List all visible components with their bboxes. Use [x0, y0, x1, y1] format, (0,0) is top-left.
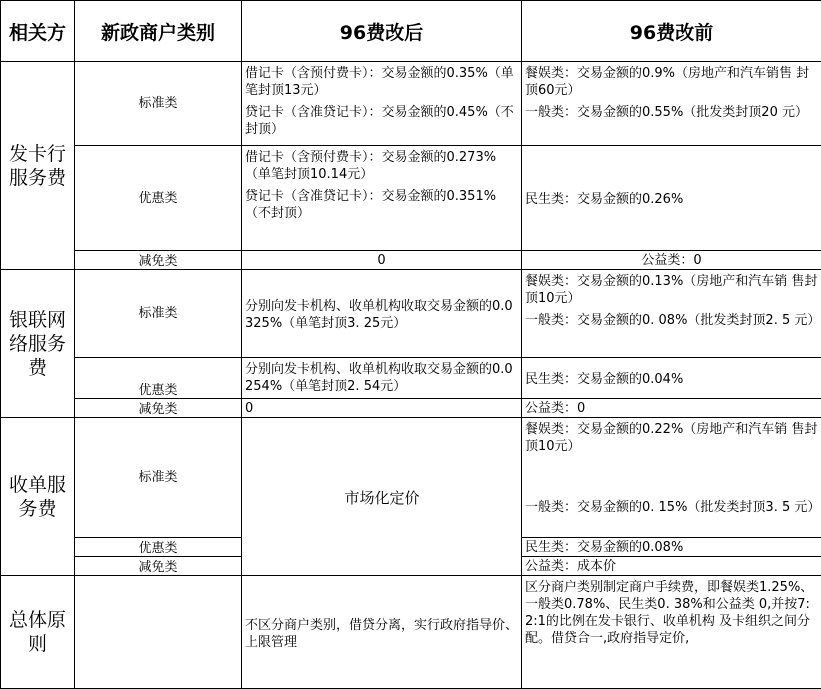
unionpay-exempt-after: 0: [242, 399, 522, 418]
issuer-preferential-after-credit: 贷记卡（含准贷记卡）：交易金额的0.351%（不封顶）: [245, 189, 497, 221]
party-unionpay-fee: 银联网络服务费: [1, 270, 75, 418]
overall-before: 区分商户类别制定商户手续费，即餐娱类1.25%、一般类0.78%、民生类0. 38%和公益类 0,并按7:2:1的比例在发卡银行、收单机构 及卡组织之间分配。借贷合一,政府指导定价,: [522, 576, 821, 689]
issuer-standard-after: [242, 62, 522, 146]
unionpay-standard-row: [1, 270, 821, 358]
issuer-standard-after-debit: 借记卡（含预付费卡）：交易金额的0.35%（单笔封顶13元）: [245, 66, 514, 98]
unionpay-standard-before-dining: 餐娱类：交易金额的0.13%（房地产和汽车销 售封顶10元）: [525, 274, 818, 306]
unionpay-standard-after: 分别向发卡机构、收单机构收取交易金额的0.0325%（单笔封顶3. 25元）: [242, 270, 522, 358]
issuer-preferential-before: 民生类：交易金额的0.26%: [522, 146, 821, 251]
party-issuer-fee: 发卡行服务费: [1, 62, 75, 270]
issuer-exempt-before: 公益类：0: [522, 251, 821, 270]
unionpay-exempt-row: [1, 399, 821, 418]
issuer-exempt-after: 0: [242, 251, 522, 270]
acquirer-preferential-before: 民生类：交易金额的0.08%: [522, 538, 821, 557]
unionpay-preferential-label: 优惠类: [75, 358, 242, 399]
unionpay-standard-label: 标准类: [75, 270, 242, 358]
unionpay-standard-before: [522, 270, 821, 358]
issuer-preferential-row: [1, 146, 821, 251]
header-row: [1, 1, 821, 62]
unionpay-standard-before-general: 一般类：交易金额的0. 08%（批发类封顶2. 5 元）: [525, 313, 821, 328]
unionpay-preferential-after: 分别向发卡机构、收单机构收取交易金额的0.0254%（单笔封顶2. 54元）: [242, 358, 522, 399]
party-overall-principle: 总体原则: [1, 576, 75, 689]
acquirer-standard-before-general: 一般类：交易金额的0. 15%（批发类封顶3. 5 元）: [525, 500, 821, 515]
unionpay-preferential-row: [1, 358, 821, 399]
issuer-standard-before-dining: 餐娱类：交易金额的0.9%（房地产和汽车销售 封顶60元）: [525, 66, 810, 98]
acquirer-exempt-before: 公益类：成本价: [522, 557, 821, 576]
issuer-exempt-row: [1, 251, 821, 270]
acquirer-exempt-label: 减免类: [75, 557, 242, 576]
header-after-reform: 96费改后: [242, 1, 522, 62]
issuer-preferential-after-debit: 借记卡（含预付费卡）：交易金额的0.273%（单笔封顶10.14元）: [245, 150, 497, 182]
party-acquirer-fee: 收单服务费: [1, 418, 75, 576]
issuer-exempt-label: 减免类: [75, 251, 242, 270]
unionpay-exempt-label: 减免类: [75, 399, 242, 418]
acquirer-after: 市场化定价: [242, 418, 522, 576]
unionpay-preferential-before: 民生类：交易金额的0.04%: [522, 358, 821, 399]
issuer-standard-row: [1, 62, 821, 146]
issuer-standard-before-general: 一般类：交易金额的0.55%（批发类封顶20 元）: [525, 105, 808, 120]
acquirer-standard-row: [1, 418, 821, 538]
header-party: 相关方: [1, 1, 75, 62]
acquirer-standard-label: 标准类: [75, 418, 242, 538]
overall-after: 不区分商户类别，借贷分离，实行政府指导价、上限管理: [242, 576, 522, 689]
acquirer-standard-before-dining: 餐娱类：交易金额的0.22%（房地产和汽车销 售封顶10元）: [525, 422, 818, 454]
issuer-preferential-label: 优惠类: [75, 146, 242, 251]
overall-category-empty: [75, 576, 242, 689]
issuer-standard-before: [522, 62, 821, 146]
issuer-preferential-after: [242, 146, 522, 251]
overall-row: [1, 576, 821, 689]
header-before-reform: 96费改前: [522, 1, 821, 62]
unionpay-exempt-before: 公益类：0: [522, 399, 821, 418]
acquirer-standard-before: [522, 418, 821, 538]
issuer-standard-after-credit: 贷记卡（含准贷记卡）：交易金额的0.45%（不封顶）: [245, 105, 514, 137]
header-category: 新政商户类别: [75, 1, 242, 62]
acquirer-preferential-label: 优惠类: [75, 538, 242, 557]
issuer-standard-label: 标准类: [75, 62, 242, 146]
